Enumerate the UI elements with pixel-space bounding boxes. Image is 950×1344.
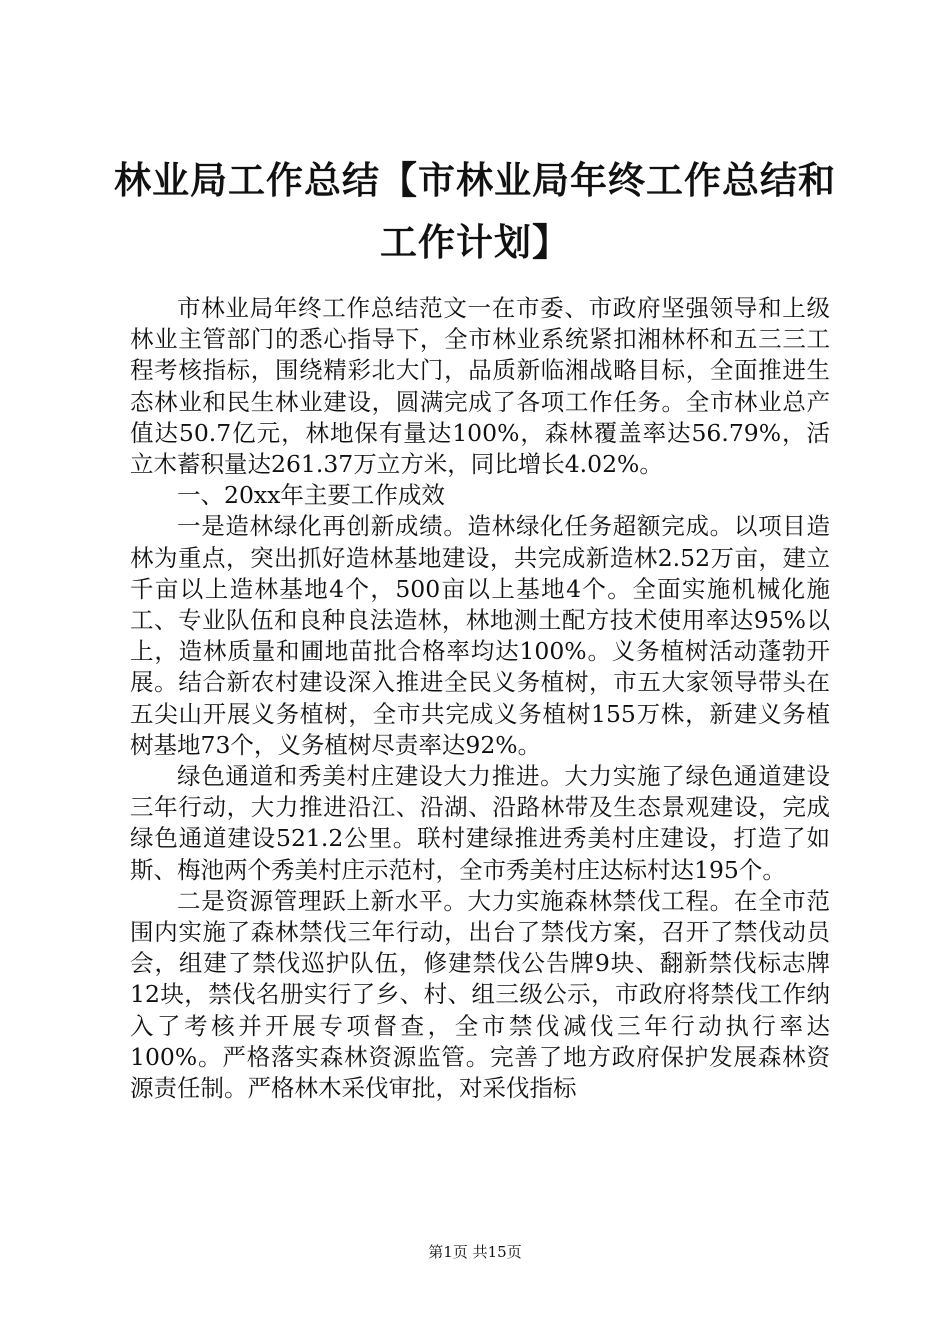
paragraph-green-corridor: 绿色通道和秀美村庄建设大力推进。大力实施了绿色通道建设三年行动，大力推进沿江、沿湖、沿路林带及生态景观建设，完成绿色通道建设521.2公里。联村建绿推进秀美村庄建设，打造了如斯、梅池两个秀美村庄示范村，全市秀美村庄达标村达195个。 xyxy=(130,762,830,884)
paragraph-afforestation: 一是造林绿化再创新成绩。造林绿化任务超额完成。以项目造林为重点，突出抓好造林基地建设，共完成新造林2.52万亩，建立千亩以上造林基地4个，500亩以上基地4个。全面实施机械化施工、专业队伍和良种良法造林，林地测土配方技术使用率达95%以上，造林质量和圃地苗批合格率均达100%。义务植树活动蓬勃开展。结合新农村建设深入推进全民义务植树，市五大家领导带头在五尖山开展义务植树，全市共完成义务植树155万株，新建义务植树基地73个，义务植树尽责率达92%。 xyxy=(130,512,830,759)
paragraph-intro: 市林业局年终工作总结范文一在市委、市政府坚强领导和上级林业主管部门的悉心指导下，全市林业系统紧扣湘林杯和五三三工程考核指标，围绕精彩北大门，品质新临湘战略目标，全面推进生态林业和民生林业建设，圆满完成了各项工作任务。全市林业总产值达50.7亿元，林地保有量达100%，森林覆盖率达56.79%，活立木蓄积量达261.37万立方米，同比增长4.02%。 xyxy=(130,294,830,479)
document-title: 林业局工作总结【市林业局年终工作总结和工作计划】 xyxy=(114,159,836,264)
page-footer: 第1页 共15页 xyxy=(428,1243,522,1261)
paragraph-resource-management: 二是资源管理跃上新水平。大力实施森林禁伐工程。在全市范围内实施了森林禁伐三年行动，出台了禁伐方案，召开了禁伐动员会，组建了禁伐巡护队伍，修建禁伐公告牌9块、翻新禁伐标志牌12块，禁伐名册实行了乡、村、组三级公示，市政府将禁伐工作纳入了考核并开展专项督查，全市禁伐减伐三年行动执行率达100%。严格落实森林资源监管。完善了地方政府保护发展森林资源责任制。严格林木采伐审批，对采伐指标 xyxy=(130,886,830,1103)
document-body xyxy=(130,293,830,1104)
section-heading: 一、20xx年主要工作成效 xyxy=(177,481,445,510)
